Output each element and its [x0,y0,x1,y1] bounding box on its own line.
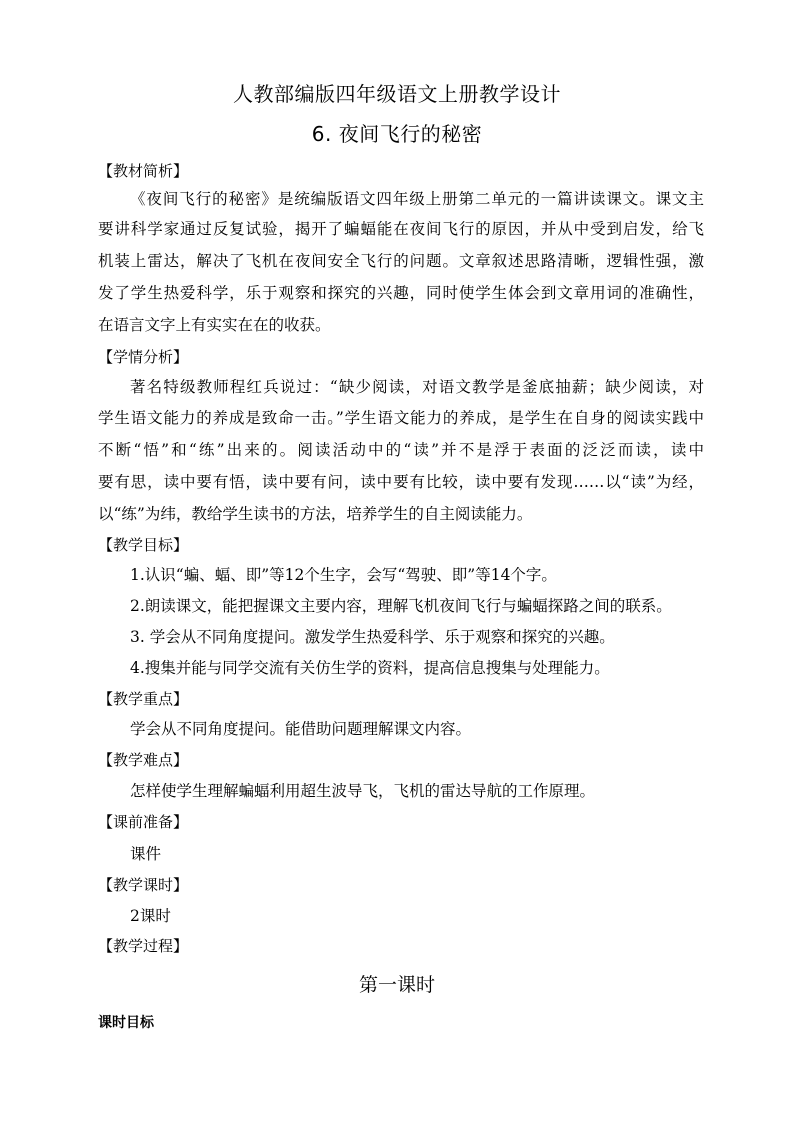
paragraph-line: 以“练”为纬，教给学生读书的方法，培养学生的自主阅读能力。 [98,505,533,523]
paragraph-line: 学生语文能力的养成是致命一击。”学生语文能力的养成，是学生在自身的阅读实践中 [98,409,704,427]
lesson-goals-heading: 课时目标 [98,1015,154,1031]
section-heading-textbook: 【教材简析】 [98,162,189,180]
section-heading-goals: 【教学目标】 [98,536,189,554]
section-heading-preparation: 【课前准备】 [98,813,189,831]
paragraph-line: 不断“悟”和“练”出来的。阅读活动中的“读”并不是浮于表面的泛泛而读，读中 [98,441,704,459]
section-heading-difficulties: 【教学难点】 [98,751,189,769]
goal-item: 2.朗读课文，能把握课文主要内容，理解飞机夜间飞行与蝙蝠探路之间的联系。 [130,597,672,615]
goal-item: 3. 学会从不同角度提问。激发学生热爱科学、乐于观察和探究的兴趣。 [130,628,615,646]
paragraph-line: 要有思，读中要有悟，读中要有问，读中要有比较，读中要有发现……以“读”为经， [98,473,704,491]
paragraph-line: 《夜间飞行的秘密》是统编版语文四年级上册第二单元的一篇讲读课文。课文主 [130,190,704,208]
paragraph-line: 要讲科学家通过反复试验，揭开了蝙蝠能在夜间飞行的原因，并从中受到启发，给飞 [98,220,704,238]
key-points-text: 学会从不同角度提问。能借助问题理解课文内容。 [130,720,472,738]
paragraph-line: 机装上雷达，解决了飞机在夜间安全飞行的问题。文章叙述思路清晰，逻辑性强，激 [98,252,704,270]
paragraph-line: 著名特级教师程红兵说过：“缺少阅读，对语文教学是釜底抽薪；缺少阅读，对 [130,378,704,396]
document-title: 人教部编版四年级语文上册教学设计 [233,82,561,106]
section-heading-process: 【教学过程】 [98,937,189,955]
lesson-one-title: 第一课时 [358,974,435,996]
paragraph-line: 在语言文字上有实实在在的收获。 [98,316,331,334]
hours-text: 2课时 [130,907,171,925]
section-heading-key-points: 【教学重点】 [98,690,189,708]
section-heading-students: 【学情分析】 [98,348,189,366]
lesson-name: 6. 夜间飞行的秘密 [311,122,483,146]
goal-item: 1.认识“蝙、蝠、即”等12个生字，会写“驾驶、即”等14个字。 [130,566,557,584]
paragraph-line: 发了学生热爱科学，乐于观察和探究的兴趣，同时使学生体会到文章用词的准确性， [98,284,704,302]
difficulties-text: 怎样使学生理解蝙蝠利用超生波导飞，飞机的雷达导航的工作原理。 [130,782,596,800]
preparation-text: 课件 [130,845,162,863]
goal-item: 4.搜集并能与同学交流有关仿生学的资料，提高信息搜集与处理能力。 [130,659,610,677]
section-heading-hours: 【教学课时】 [98,876,189,894]
